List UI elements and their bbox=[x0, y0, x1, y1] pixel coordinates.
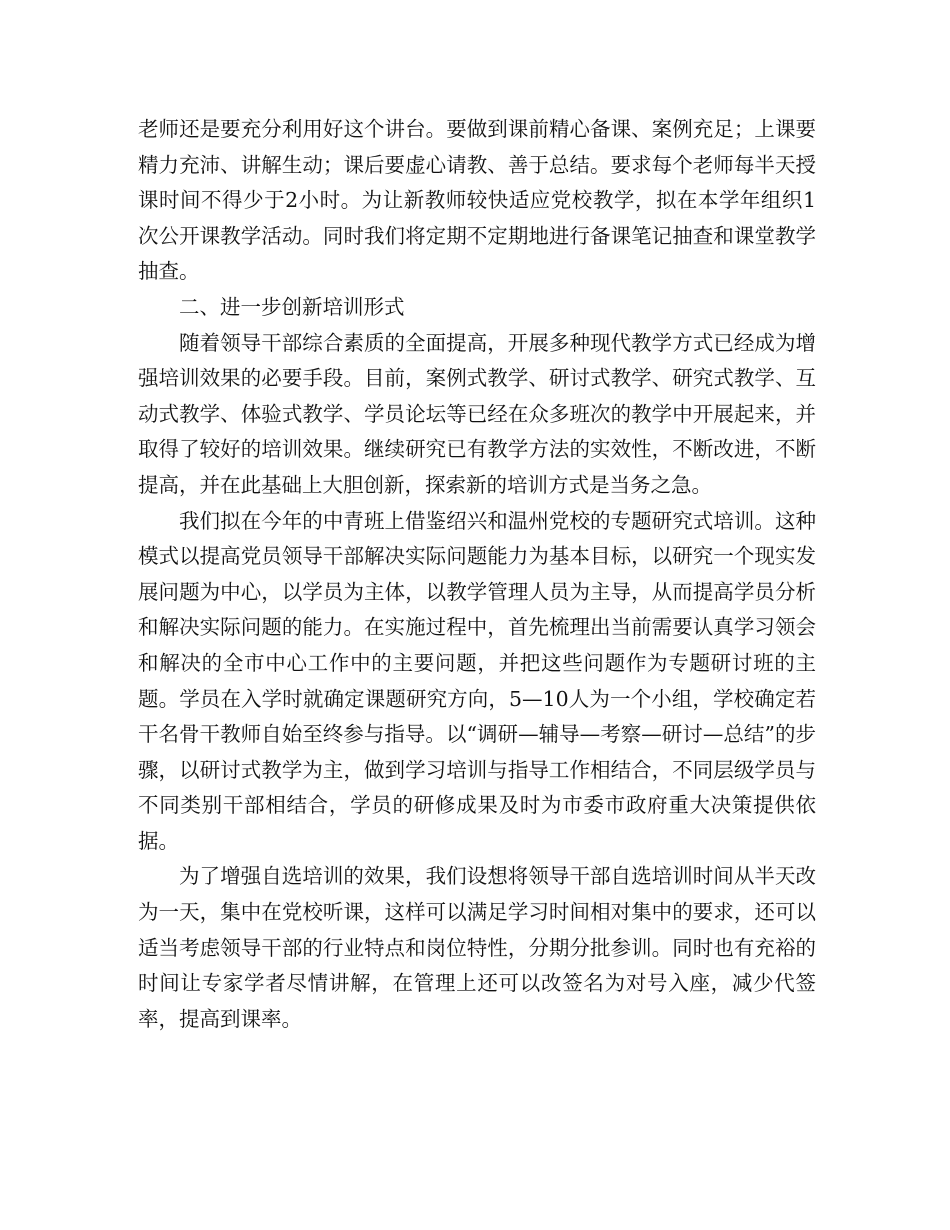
document-body bbox=[138, 112, 816, 1037]
paragraph: 为了增强自选培训的效果，我们设想将领导干部自选培训时间从半天改为一天，集中在党校听课，这样可以满足学习时间相对集中的要求，还可以适当考虑领导干部的行业特点和岗位特性，分期分批参训。同时也有充裕的时间让专家学者尽情讲解，在管理上还可以改签名为对号入座，减少代签率，提高到课率。 bbox=[138, 864, 816, 1031]
paragraph-continuation: 老师还是要充分利用好这个讲台。要做到课前精心备课、案例充足；上课要精力充沛、讲解生动；课后要虚心请教、善于总结。要求每个老师每半天授课时间不得少于2小时。为让新教师较快适应党校教学，拟在本学年组织1次公开课教学活动。同时我们将定期不定期地进行备课笔记抽查和课堂教学抽查。 bbox=[138, 117, 816, 284]
paragraph: 我们拟在今年的中青班上借鉴绍兴和温州党校的专题研究式培训。这种模式以提高党员领导干部解决实际问题能力为基本目标，以研究一个现实发展问题为中心，以学员为主体，以教学管理人员为主导，从而提高学员分析和解决实际问题的能力。在实施过程中，首先梳理出当前需要认真学习领会和解决的全市中心工作中的主要问题，并把这些问题作为专题研讨班的主题。学员在入学时就确定课题研究方向，5—10人为一个小组，学校确定若干名骨干教师自始至终参与指导。以“调研—辅导—考察—研讨—总结”的步骤，以研讨式教学为主，做到学习培训与指导工作相结合，不同层级学员与不同类别干部相结合，学员的研修成果及时为市委市政府重大决策提供依据。 bbox=[138, 508, 816, 853]
section-heading: 二、进一步创新培训形式 bbox=[179, 294, 405, 319]
paragraph: 随着领导干部综合素质的全面提高，开展多种现代教学方式已经成为增强培训效果的必要手段。目前，案例式教学、研讨式教学、研究式教学、互动式教学、体验式教学、学员论坛等已经在众多班次的教学中开展起来，并取得了较好的培训效果。继续研究已有教学方法的实效性，不断改进，不断提高，并在此基础上大胆创新，探索新的培训方式是当务之急。 bbox=[138, 330, 816, 497]
